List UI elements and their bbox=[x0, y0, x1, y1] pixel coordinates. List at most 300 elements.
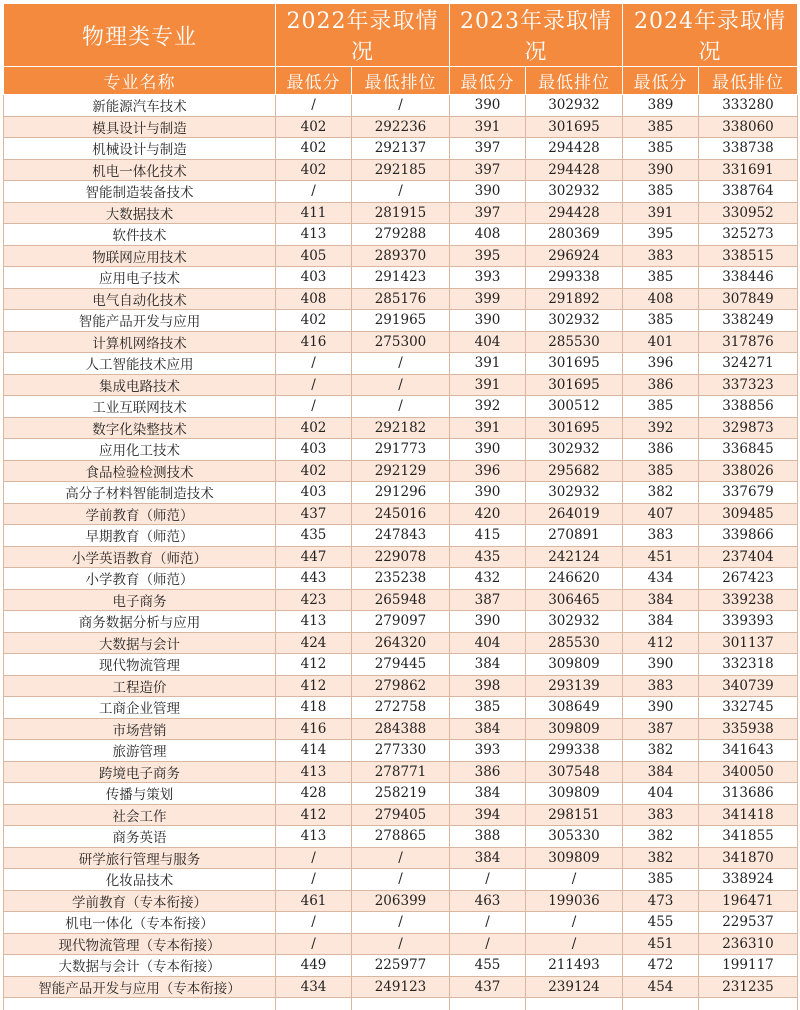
major-name-cell: 计算机网络技术 bbox=[4, 331, 276, 353]
min-rank-2023-cell: 299338 bbox=[526, 267, 623, 289]
min-rank-2024-cell: 339393 bbox=[699, 611, 798, 633]
min-score-2024-cell: 472 bbox=[623, 955, 699, 977]
min-rank-2024-cell: 337323 bbox=[699, 374, 798, 396]
min-score-2023-cell: 384 bbox=[450, 783, 526, 805]
major-name-cell: 大数据与会计（专本衔接） bbox=[4, 955, 276, 977]
admission-table bbox=[3, 3, 798, 1010]
min-score-2023-cell: 404 bbox=[450, 632, 526, 654]
table-row bbox=[4, 482, 798, 504]
major-name-cell: 传播与策划 bbox=[4, 783, 276, 805]
min-rank-2024-cell: 237404 bbox=[699, 546, 798, 568]
min-score-2023-cell: 397 bbox=[450, 202, 526, 224]
min-score-2024-cell: 390 bbox=[623, 159, 699, 181]
min-score-2023-cell: 397 bbox=[450, 138, 526, 160]
min-rank-2022-cell: 264320 bbox=[352, 632, 450, 654]
min-score-2022-cell: 412 bbox=[276, 804, 352, 826]
table-row bbox=[4, 847, 798, 869]
group-header-2022: 2022年录取情况 bbox=[276, 4, 450, 67]
min-score-2023-cell: 420 bbox=[450, 503, 526, 525]
min-rank-2024-cell: 196471 bbox=[699, 890, 798, 912]
min-rank-2023-cell: 285530 bbox=[526, 632, 623, 654]
major-name-cell: 工商企业管理 bbox=[4, 697, 276, 719]
min-score-2023-cell: 432 bbox=[450, 568, 526, 590]
min-score-2023-cell: / bbox=[450, 933, 526, 955]
table-row bbox=[4, 267, 798, 289]
empty-cell bbox=[699, 998, 798, 1010]
min-score-2024-cell: 385 bbox=[623, 869, 699, 891]
min-rank-2022-cell: 291773 bbox=[352, 439, 450, 461]
min-score-2023-cell: 391 bbox=[450, 374, 526, 396]
min-score-2022-cell: 416 bbox=[276, 718, 352, 740]
table-row bbox=[4, 804, 798, 826]
min-score-2024-cell: 396 bbox=[623, 353, 699, 375]
major-name-cell: 学前教育（专本衔接） bbox=[4, 890, 276, 912]
min-score-2024-cell: 390 bbox=[623, 654, 699, 676]
min-rank-2024-cell: 336845 bbox=[699, 439, 798, 461]
table-title: 物理类专业 bbox=[4, 4, 276, 67]
min-rank-2022-cell: / bbox=[352, 353, 450, 375]
major-name-cell: 集成电路技术 bbox=[4, 374, 276, 396]
min-score-2024-cell: 390 bbox=[623, 697, 699, 719]
min-rank-2024-cell: 338446 bbox=[699, 267, 798, 289]
min-score-2024-cell: 383 bbox=[623, 525, 699, 547]
major-name-cell: 软件技术 bbox=[4, 224, 276, 246]
min-rank-2022-cell: 265948 bbox=[352, 589, 450, 611]
min-rank-2024-cell: 332318 bbox=[699, 654, 798, 676]
table-row bbox=[4, 869, 798, 891]
major-name-cell: 智能制造装备技术 bbox=[4, 181, 276, 203]
major-name-cell: 研学旅行管理与服务 bbox=[4, 847, 276, 869]
min-score-2023-cell: 404 bbox=[450, 331, 526, 353]
min-rank-2024-cell: 324271 bbox=[699, 353, 798, 375]
min-score-2022-cell: 435 bbox=[276, 525, 352, 547]
empty-cell bbox=[450, 998, 526, 1010]
min-score-2022-cell: 402 bbox=[276, 159, 352, 181]
empty-cell bbox=[623, 998, 699, 1010]
major-name-cell: 旅游管理 bbox=[4, 740, 276, 762]
min-rank-2024-cell: 339238 bbox=[699, 589, 798, 611]
min-rank-2024-cell: 338856 bbox=[699, 396, 798, 418]
min-rank-2023-cell: 264019 bbox=[526, 503, 623, 525]
min-score-2023-cell: 398 bbox=[450, 675, 526, 697]
group-header-2023: 2023年录取情况 bbox=[450, 4, 623, 67]
min-score-2023-cell: 391 bbox=[450, 116, 526, 138]
min-rank-2022-cell: / bbox=[352, 847, 450, 869]
min-rank-2022-cell: 285176 bbox=[352, 288, 450, 310]
min-score-2024-cell: 384 bbox=[623, 589, 699, 611]
major-name-cell: 大数据技术 bbox=[4, 202, 276, 224]
table-row bbox=[4, 288, 798, 310]
table-row bbox=[4, 740, 798, 762]
min-rank-2023-cell: 309809 bbox=[526, 718, 623, 740]
min-rank-2024-cell: 337679 bbox=[699, 482, 798, 504]
min-score-2023-cell: 397 bbox=[450, 159, 526, 181]
min-rank-2023-cell: 294428 bbox=[526, 138, 623, 160]
min-score-2022-cell: 447 bbox=[276, 546, 352, 568]
min-score-2024-cell: 385 bbox=[623, 116, 699, 138]
min-score-2024-cell: 404 bbox=[623, 783, 699, 805]
min-score-2023-cell: 396 bbox=[450, 460, 526, 482]
table-row bbox=[4, 976, 798, 998]
group-header-2024: 2024年录取情况 bbox=[623, 4, 798, 67]
min-rank-2023-cell: / bbox=[526, 912, 623, 934]
min-rank-2022-cell: / bbox=[352, 869, 450, 891]
table-row bbox=[4, 439, 798, 461]
min-score-2023-cell: 408 bbox=[450, 224, 526, 246]
min-score-2022-cell: 403 bbox=[276, 267, 352, 289]
empty-cell bbox=[526, 998, 623, 1010]
min-rank-2022-cell: 278771 bbox=[352, 761, 450, 783]
min-rank-2023-cell: 302932 bbox=[526, 611, 623, 633]
column-header-min-score: 最低分 bbox=[450, 67, 526, 95]
min-rank-2023-cell: 270891 bbox=[526, 525, 623, 547]
min-score-2022-cell: 412 bbox=[276, 654, 352, 676]
min-rank-2022-cell: / bbox=[352, 396, 450, 418]
min-score-2023-cell: / bbox=[450, 869, 526, 891]
min-score-2022-cell: / bbox=[276, 869, 352, 891]
min-score-2023-cell: 435 bbox=[450, 546, 526, 568]
table-row bbox=[4, 826, 798, 848]
table-row bbox=[4, 912, 798, 934]
min-score-2022-cell: / bbox=[276, 181, 352, 203]
min-score-2022-cell: / bbox=[276, 396, 352, 418]
major-name-cell: 高分子材料智能制造技术 bbox=[4, 482, 276, 504]
table-row bbox=[4, 417, 798, 439]
min-rank-2023-cell: 296924 bbox=[526, 245, 623, 267]
min-score-2024-cell: 383 bbox=[623, 675, 699, 697]
min-score-2024-cell: 385 bbox=[623, 396, 699, 418]
major-name-cell: 现代物流管理（专本衔接） bbox=[4, 933, 276, 955]
table-row bbox=[4, 589, 798, 611]
column-header-min-rank: 最低排位 bbox=[526, 67, 623, 95]
major-name-cell: 早期教育（师范） bbox=[4, 525, 276, 547]
major-name-cell: 应用化工技术 bbox=[4, 439, 276, 461]
min-score-2023-cell: 392 bbox=[450, 396, 526, 418]
min-score-2022-cell: / bbox=[276, 374, 352, 396]
table-row bbox=[4, 116, 798, 138]
min-rank-2022-cell: 279288 bbox=[352, 224, 450, 246]
min-rank-2022-cell: 292185 bbox=[352, 159, 450, 181]
table-trailing-row bbox=[4, 998, 798, 1010]
min-rank-2023-cell: 307548 bbox=[526, 761, 623, 783]
min-rank-2023-cell: 242124 bbox=[526, 546, 623, 568]
table-row bbox=[4, 202, 798, 224]
min-rank-2023-cell: 301695 bbox=[526, 417, 623, 439]
major-name-cell: 化妆品技术 bbox=[4, 869, 276, 891]
table-row bbox=[4, 245, 798, 267]
column-header-min-score: 最低分 bbox=[276, 67, 352, 95]
major-name-cell: 智能产品开发与应用 bbox=[4, 310, 276, 332]
min-score-2024-cell: 383 bbox=[623, 245, 699, 267]
min-score-2023-cell: 415 bbox=[450, 525, 526, 547]
major-name-cell: 电子商务 bbox=[4, 589, 276, 611]
min-score-2022-cell: 411 bbox=[276, 202, 352, 224]
min-rank-2022-cell: 281915 bbox=[352, 202, 450, 224]
min-rank-2022-cell: 258219 bbox=[352, 783, 450, 805]
table-row bbox=[4, 933, 798, 955]
min-score-2022-cell: 403 bbox=[276, 439, 352, 461]
min-score-2023-cell: 386 bbox=[450, 761, 526, 783]
table-row bbox=[4, 525, 798, 547]
min-score-2024-cell: 401 bbox=[623, 331, 699, 353]
min-rank-2024-cell: 341643 bbox=[699, 740, 798, 762]
min-rank-2024-cell: 338249 bbox=[699, 310, 798, 332]
min-score-2022-cell: / bbox=[276, 95, 352, 117]
min-score-2022-cell: 414 bbox=[276, 740, 352, 762]
min-rank-2024-cell: 340050 bbox=[699, 761, 798, 783]
min-rank-2023-cell: 293139 bbox=[526, 675, 623, 697]
empty-cell bbox=[352, 998, 450, 1010]
min-rank-2023-cell: 306465 bbox=[526, 589, 623, 611]
min-rank-2024-cell: 338924 bbox=[699, 869, 798, 891]
table-row bbox=[4, 138, 798, 160]
min-rank-2023-cell: / bbox=[526, 933, 623, 955]
min-rank-2022-cell: 229078 bbox=[352, 546, 450, 568]
min-rank-2024-cell: 338026 bbox=[699, 460, 798, 482]
min-score-2024-cell: 384 bbox=[623, 611, 699, 633]
min-score-2023-cell: 384 bbox=[450, 654, 526, 676]
table-row bbox=[4, 761, 798, 783]
min-score-2023-cell: 390 bbox=[450, 482, 526, 504]
min-rank-2024-cell: 335938 bbox=[699, 718, 798, 740]
min-score-2023-cell: 384 bbox=[450, 847, 526, 869]
min-rank-2023-cell: 309809 bbox=[526, 654, 623, 676]
min-score-2024-cell: 395 bbox=[623, 224, 699, 246]
min-score-2024-cell: 473 bbox=[623, 890, 699, 912]
min-rank-2022-cell: 275300 bbox=[352, 331, 450, 353]
min-rank-2024-cell: 236310 bbox=[699, 933, 798, 955]
min-rank-2022-cell: 279862 bbox=[352, 675, 450, 697]
min-rank-2022-cell: 291296 bbox=[352, 482, 450, 504]
min-rank-2024-cell: 231235 bbox=[699, 976, 798, 998]
min-rank-2023-cell: 285530 bbox=[526, 331, 623, 353]
min-rank-2024-cell: 325273 bbox=[699, 224, 798, 246]
min-rank-2023-cell: 301695 bbox=[526, 116, 623, 138]
table-row bbox=[4, 460, 798, 482]
min-rank-2024-cell: 309485 bbox=[699, 503, 798, 525]
major-name-cell: 模具设计与制造 bbox=[4, 116, 276, 138]
min-rank-2023-cell: 305330 bbox=[526, 826, 623, 848]
table-row bbox=[4, 353, 798, 375]
min-score-2024-cell: 386 bbox=[623, 374, 699, 396]
min-rank-2024-cell: 267423 bbox=[699, 568, 798, 590]
major-name-cell: 机械设计与制造 bbox=[4, 138, 276, 160]
min-score-2022-cell: 412 bbox=[276, 675, 352, 697]
min-score-2024-cell: 387 bbox=[623, 718, 699, 740]
min-rank-2024-cell: 301137 bbox=[699, 632, 798, 654]
min-rank-2024-cell: 341855 bbox=[699, 826, 798, 848]
min-score-2023-cell: 391 bbox=[450, 417, 526, 439]
min-rank-2022-cell: 235238 bbox=[352, 568, 450, 590]
min-rank-2022-cell: / bbox=[352, 912, 450, 934]
min-rank-2024-cell: 341418 bbox=[699, 804, 798, 826]
table-row bbox=[4, 783, 798, 805]
min-rank-2022-cell: 292137 bbox=[352, 138, 450, 160]
table-row bbox=[4, 654, 798, 676]
min-rank-2024-cell: 333280 bbox=[699, 95, 798, 117]
min-rank-2022-cell: / bbox=[352, 933, 450, 955]
min-rank-2022-cell: 206399 bbox=[352, 890, 450, 912]
min-score-2024-cell: 389 bbox=[623, 95, 699, 117]
table-row bbox=[4, 632, 798, 654]
min-score-2024-cell: 385 bbox=[623, 310, 699, 332]
min-score-2024-cell: 385 bbox=[623, 460, 699, 482]
min-rank-2022-cell: 292129 bbox=[352, 460, 450, 482]
min-score-2023-cell: 390 bbox=[450, 439, 526, 461]
min-rank-2023-cell: 302932 bbox=[526, 181, 623, 203]
major-name-cell: 社会工作 bbox=[4, 804, 276, 826]
min-score-2022-cell: 402 bbox=[276, 116, 352, 138]
min-rank-2024-cell: 307849 bbox=[699, 288, 798, 310]
min-rank-2024-cell: 338764 bbox=[699, 181, 798, 203]
min-rank-2024-cell: 329873 bbox=[699, 417, 798, 439]
table-row bbox=[4, 890, 798, 912]
table-row bbox=[4, 611, 798, 633]
min-rank-2024-cell: 339866 bbox=[699, 525, 798, 547]
min-score-2022-cell: 443 bbox=[276, 568, 352, 590]
min-score-2023-cell: 399 bbox=[450, 288, 526, 310]
table-row bbox=[4, 955, 798, 977]
min-score-2022-cell: 449 bbox=[276, 955, 352, 977]
min-rank-2024-cell: 199117 bbox=[699, 955, 798, 977]
major-name-cell: 商务数据分析与应用 bbox=[4, 611, 276, 633]
min-rank-2023-cell: 294428 bbox=[526, 159, 623, 181]
min-score-2024-cell: 383 bbox=[623, 804, 699, 826]
min-score-2023-cell: 437 bbox=[450, 976, 526, 998]
min-score-2022-cell: 424 bbox=[276, 632, 352, 654]
min-score-2023-cell: 455 bbox=[450, 955, 526, 977]
min-rank-2023-cell: 302932 bbox=[526, 482, 623, 504]
min-score-2022-cell: 413 bbox=[276, 826, 352, 848]
min-score-2022-cell: 413 bbox=[276, 224, 352, 246]
min-score-2024-cell: 382 bbox=[623, 740, 699, 762]
min-score-2022-cell: 423 bbox=[276, 589, 352, 611]
min-score-2022-cell: 437 bbox=[276, 503, 352, 525]
table-row bbox=[4, 310, 798, 332]
min-rank-2023-cell: 298151 bbox=[526, 804, 623, 826]
min-rank-2022-cell: 247843 bbox=[352, 525, 450, 547]
admission-table-container bbox=[3, 3, 797, 1010]
table-row bbox=[4, 718, 798, 740]
major-name-cell: 现代物流管理 bbox=[4, 654, 276, 676]
min-rank-2024-cell: 341870 bbox=[699, 847, 798, 869]
min-rank-2023-cell: 291892 bbox=[526, 288, 623, 310]
empty-cell bbox=[276, 998, 352, 1010]
table-header bbox=[4, 4, 798, 95]
major-name-cell: 人工智能技术应用 bbox=[4, 353, 276, 375]
major-name-cell: 机电一体化（专本衔接） bbox=[4, 912, 276, 934]
min-score-2022-cell: 402 bbox=[276, 138, 352, 160]
table-row bbox=[4, 331, 798, 353]
min-rank-2024-cell: 317876 bbox=[699, 331, 798, 353]
min-rank-2022-cell: 245016 bbox=[352, 503, 450, 525]
major-name-cell: 机电一体化技术 bbox=[4, 159, 276, 181]
min-rank-2022-cell: 284388 bbox=[352, 718, 450, 740]
empty-cell bbox=[4, 998, 276, 1010]
min-score-2023-cell: 463 bbox=[450, 890, 526, 912]
min-rank-2022-cell: 278865 bbox=[352, 826, 450, 848]
min-score-2022-cell: 434 bbox=[276, 976, 352, 998]
min-score-2022-cell: 418 bbox=[276, 697, 352, 719]
min-rank-2023-cell: 246620 bbox=[526, 568, 623, 590]
major-name-cell: 智能产品开发与应用（专本衔接） bbox=[4, 976, 276, 998]
min-rank-2023-cell: 211493 bbox=[526, 955, 623, 977]
major-name-cell: 大数据与会计 bbox=[4, 632, 276, 654]
min-score-2024-cell: 454 bbox=[623, 976, 699, 998]
major-name-cell: 物联网应用技术 bbox=[4, 245, 276, 267]
min-score-2022-cell: 413 bbox=[276, 611, 352, 633]
min-rank-2024-cell: 313686 bbox=[699, 783, 798, 805]
table-body bbox=[4, 95, 798, 1010]
min-rank-2022-cell: 225977 bbox=[352, 955, 450, 977]
column-header-min-score: 最低分 bbox=[623, 67, 699, 95]
min-score-2024-cell: 451 bbox=[623, 933, 699, 955]
min-rank-2022-cell: / bbox=[352, 181, 450, 203]
min-score-2022-cell: / bbox=[276, 847, 352, 869]
min-rank-2023-cell: 309809 bbox=[526, 783, 623, 805]
min-rank-2023-cell: 294428 bbox=[526, 202, 623, 224]
min-rank-2022-cell: 291965 bbox=[352, 310, 450, 332]
min-rank-2024-cell: 229537 bbox=[699, 912, 798, 934]
major-name-cell: 小学教育（师范） bbox=[4, 568, 276, 590]
min-score-2024-cell: 392 bbox=[623, 417, 699, 439]
min-rank-2023-cell: 302932 bbox=[526, 439, 623, 461]
min-score-2023-cell: / bbox=[450, 912, 526, 934]
min-rank-2024-cell: 340739 bbox=[699, 675, 798, 697]
min-rank-2023-cell: 300512 bbox=[526, 396, 623, 418]
min-score-2022-cell: 416 bbox=[276, 331, 352, 353]
min-rank-2022-cell: / bbox=[352, 374, 450, 396]
major-name-cell: 工程造价 bbox=[4, 675, 276, 697]
min-score-2022-cell: 461 bbox=[276, 890, 352, 912]
min-rank-2022-cell: 292236 bbox=[352, 116, 450, 138]
min-score-2023-cell: 393 bbox=[450, 267, 526, 289]
table-row bbox=[4, 374, 798, 396]
min-score-2024-cell: 385 bbox=[623, 138, 699, 160]
min-rank-2023-cell: 295682 bbox=[526, 460, 623, 482]
min-score-2022-cell: 408 bbox=[276, 288, 352, 310]
table-row bbox=[4, 95, 798, 117]
major-name-cell: 学前教育（师范） bbox=[4, 503, 276, 525]
major-name-cell: 小学英语教育（师范） bbox=[4, 546, 276, 568]
column-header-min-rank: 最低排位 bbox=[699, 67, 798, 95]
min-rank-2022-cell: 279405 bbox=[352, 804, 450, 826]
min-rank-2024-cell: 332745 bbox=[699, 697, 798, 719]
major-name-cell: 商务英语 bbox=[4, 826, 276, 848]
major-name-cell: 食品检验检测技术 bbox=[4, 460, 276, 482]
min-rank-2023-cell: / bbox=[526, 869, 623, 891]
min-rank-2023-cell: 299338 bbox=[526, 740, 623, 762]
min-score-2024-cell: 408 bbox=[623, 288, 699, 310]
min-score-2024-cell: 382 bbox=[623, 826, 699, 848]
table-row bbox=[4, 503, 798, 525]
min-score-2022-cell: 402 bbox=[276, 417, 352, 439]
table-row bbox=[4, 568, 798, 590]
min-rank-2023-cell: 302932 bbox=[526, 95, 623, 117]
min-rank-2023-cell: 239124 bbox=[526, 976, 623, 998]
min-score-2022-cell: 402 bbox=[276, 460, 352, 482]
major-name-cell: 电气自动化技术 bbox=[4, 288, 276, 310]
min-score-2022-cell: 403 bbox=[276, 482, 352, 504]
min-score-2024-cell: 412 bbox=[623, 632, 699, 654]
min-rank-2023-cell: 301695 bbox=[526, 374, 623, 396]
min-rank-2024-cell: 331691 bbox=[699, 159, 798, 181]
min-rank-2023-cell: 302932 bbox=[526, 310, 623, 332]
min-score-2024-cell: 382 bbox=[623, 847, 699, 869]
major-name-cell: 应用电子技术 bbox=[4, 267, 276, 289]
min-rank-2023-cell: 309809 bbox=[526, 847, 623, 869]
min-score-2022-cell: 428 bbox=[276, 783, 352, 805]
